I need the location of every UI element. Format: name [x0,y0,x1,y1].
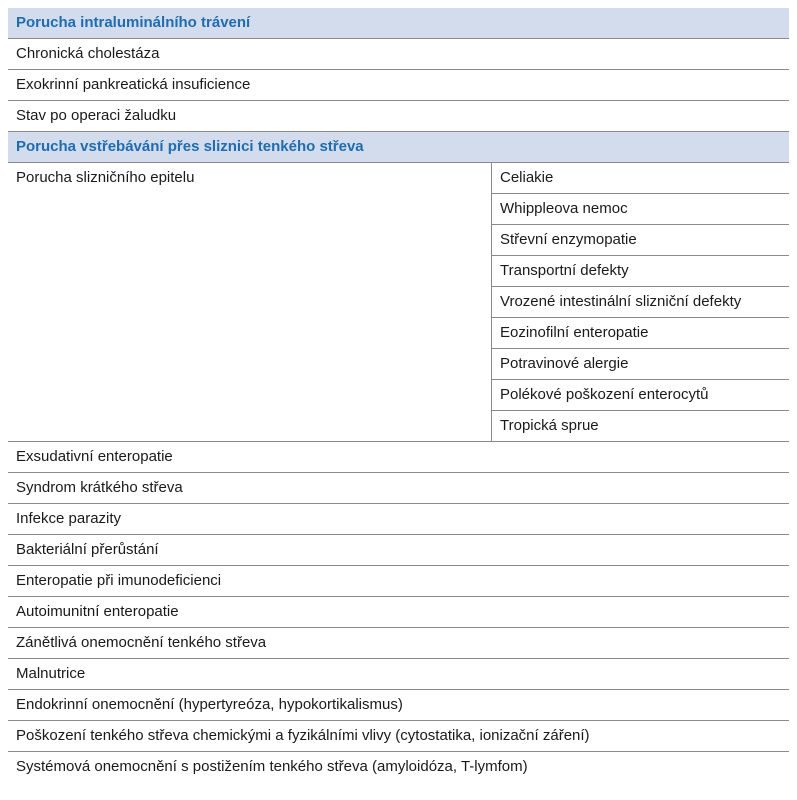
group-items [491,163,789,441]
table-row: Autoimunitní enteropatie [8,597,789,628]
group-label: Porucha slizničního epitelu [16,169,195,186]
sub-item: Tropická sprue [500,417,599,434]
table-row: Poškození tenkého střeva chemickými a fyzikálními vlivy (cytostatika, ionizační záření) [8,721,789,752]
sub-item: Celiakie [492,163,789,194]
table-row: Endokrinní onemocnění (hypertyreóza, hypokortikalismus) [8,690,789,721]
table-row: Chronická cholestáza [8,39,789,70]
sub-item: Eozinofilní enteropatie [492,318,789,349]
table-row: Enteropatie při imunodeficienci [8,566,789,597]
table-row: Malnutrice [8,659,789,690]
table-row: Infekce parazity [8,504,789,535]
sub-item: Polékové poškození enterocytů [492,380,789,411]
table-row: Stav po operaci žaludku [8,101,789,132]
table-row: Systémová onemocnění s postižením tenkého střeva (amyloidóza, T-lymfom) [16,758,528,775]
sub-item: Střevní enzymopatie [492,225,789,256]
sub-item: Transportní defekty [492,256,789,287]
section-header-absorption: Porucha vstřebávání přes sliznici tenkého střeva [8,132,789,163]
table-row: Exokrinní pankreatická insuficience [8,70,789,101]
table-row: Exsudativní enteropatie [8,442,789,473]
sub-item: Whippleova nemoc [492,194,789,225]
sub-item: Potravinové alergie [492,349,789,380]
table-row: Bakteriální přerůstání [8,535,789,566]
table-row: Syndrom krátkého střeva [8,473,789,504]
section-header-intraluminal: Porucha intraluminálního trávení [8,8,789,39]
sub-item: Vrozené intestinální slizniční defekty [492,287,789,318]
malabsorption-table [8,8,789,783]
mucosal-epithelium-group [8,163,789,442]
table-row: Zánětlivá onemocnění tenkého střeva [8,628,789,659]
